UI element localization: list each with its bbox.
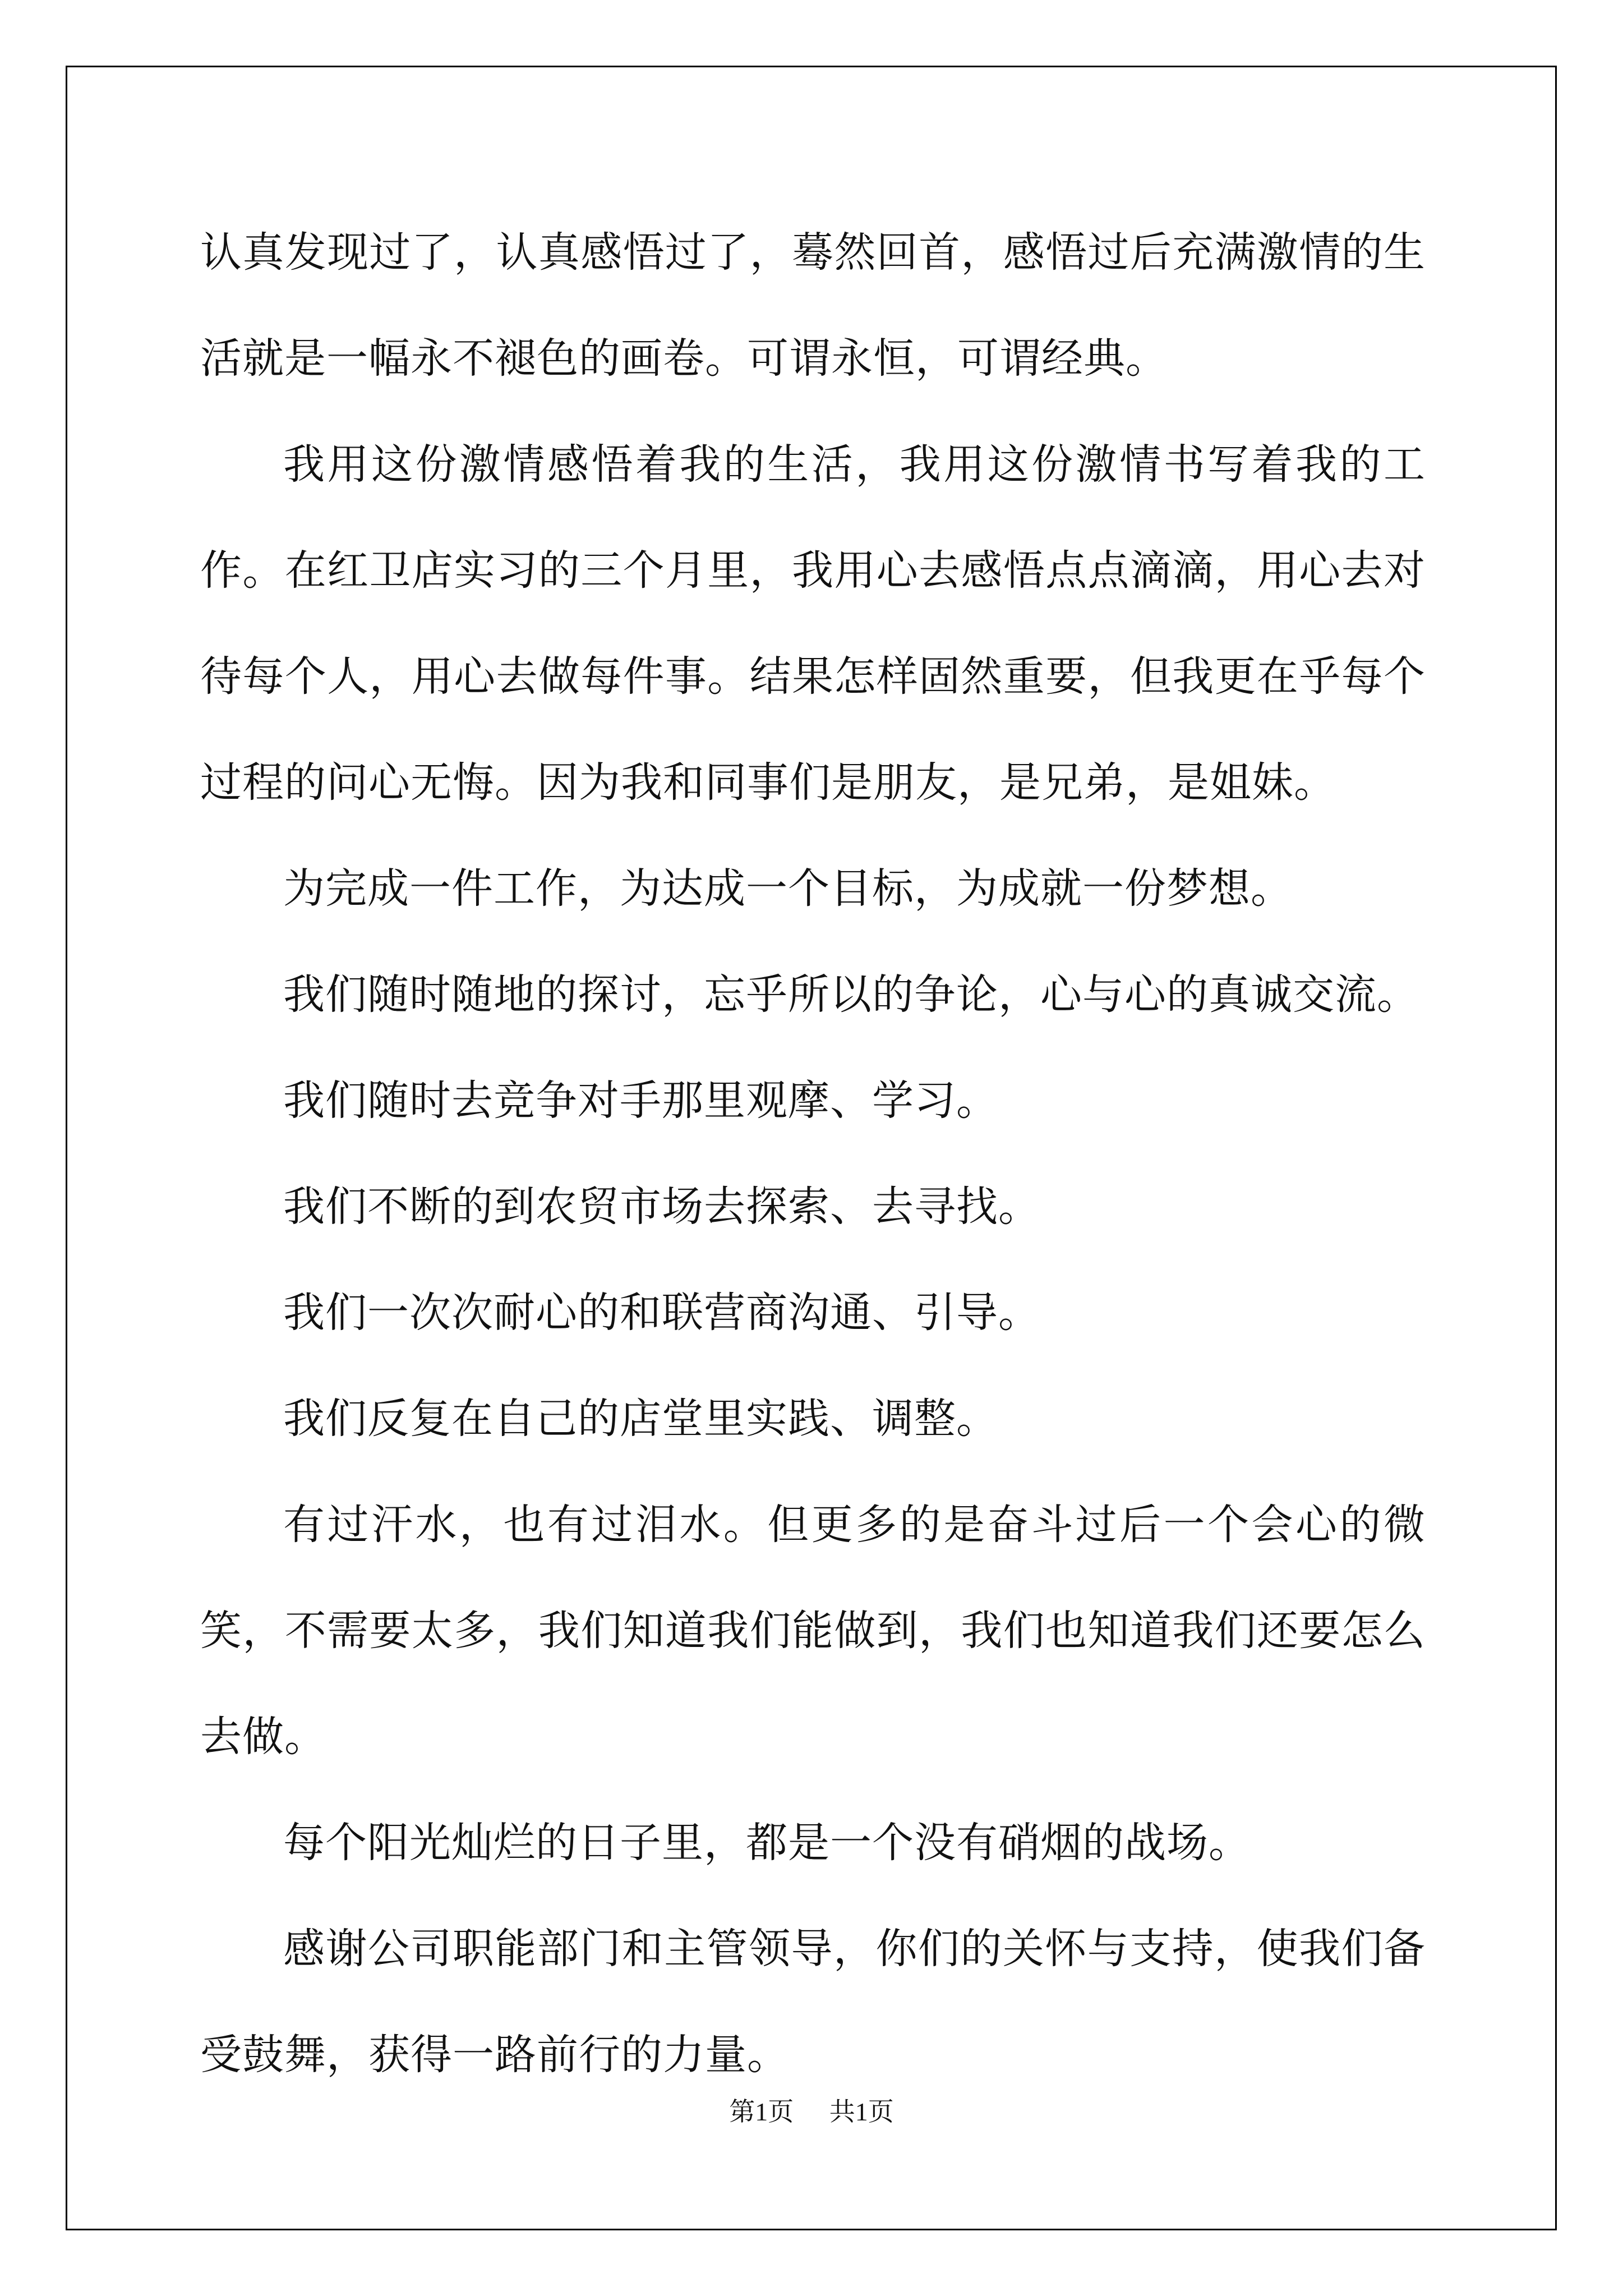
paragraph-10: 每个阳光灿烂的日子里，都是一个没有硝烟的战场。 [283,1819,1251,1867]
paragraph-8: 我们反复在自己的店堂里实践、调整。 [283,1395,998,1443]
paragraph-1: 认真发现过了，认真感悟过了，蓦然回首，感悟过后充满激情的生活就是一幅永不褪色的画卷。可谓永恒，可谓经典。 [200,228,1426,383]
paragraph-7: 我们一次次耐心的和联营商沟通、引导。 [283,1289,1040,1337]
paragraph-9: 有过汗水，也有过泪水。但更多的是奋斗过后一个会心的微笑，不需要太多，我们知道我们能做到，我们也知道我们还要怎么去做。 [200,1501,1426,1761]
paragraph-3: 为完成一件工作，为达成一个目标，为成就一份梦想。 [283,864,1293,913]
paragraph-6: 我们不断的到农贸市场去探索、去寻找。 [283,1182,1040,1231]
page-footer [0,2091,1623,2128]
page-number: 第1页 [729,2097,794,2126]
paragraph-5: 我们随时去竞争对手那里观摩、学习。 [283,1076,998,1125]
document-body [200,200,1426,2108]
total-pages: 共1页 [829,2097,894,2126]
paragraph-2: 我用这份激情感悟着我的生活，我用这份激情书写着我的工作。在红卫店实习的三个月里，我用心去感悟点点滴滴，用心去对待每个人，用心去做每件事。结果怎样固然重要，但我更在乎每个过程的问心无悔。因为我和同事们是朋友，是兄弟，是姐妹。 [200,440,1426,807]
paragraph-11: 感谢公司职能部门和主管领导，你们的关怀与支持，使我们备受鼓舞，获得一路前行的力量。 [200,1925,1426,2079]
paragraph-4: 我们随时随地的探讨，忘乎所以的争论，心与心的真诚交流。 [283,970,1419,1019]
